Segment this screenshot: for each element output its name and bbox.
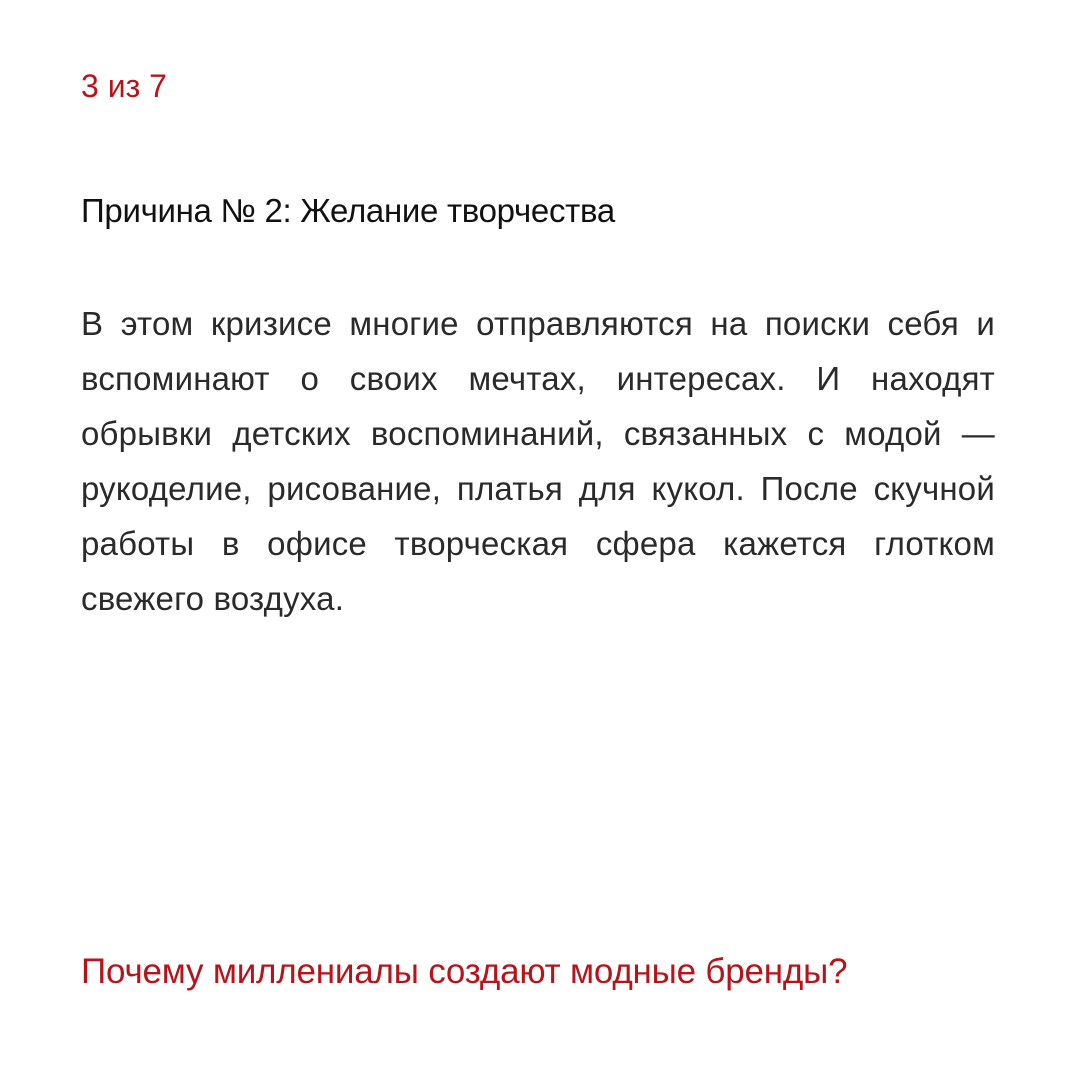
slide-heading: Причина № 2: Желание творчества [81,192,615,229]
slide-counter: 3 из 7 [81,68,167,104]
slide-body-text: В этом кризисе многие отправляются на поиски себя и вспоминают о своих мечтах, интересах. И находят обрывки детских воспоминаний, связанных с модой — рукоделие, рисование, платья для кукол. После скучной работы в офисе творческая сфера кажется глотком свежего воздуха. [81,305,995,617]
series-title: Почему миллениалы создают модные бренды? [81,952,848,991]
